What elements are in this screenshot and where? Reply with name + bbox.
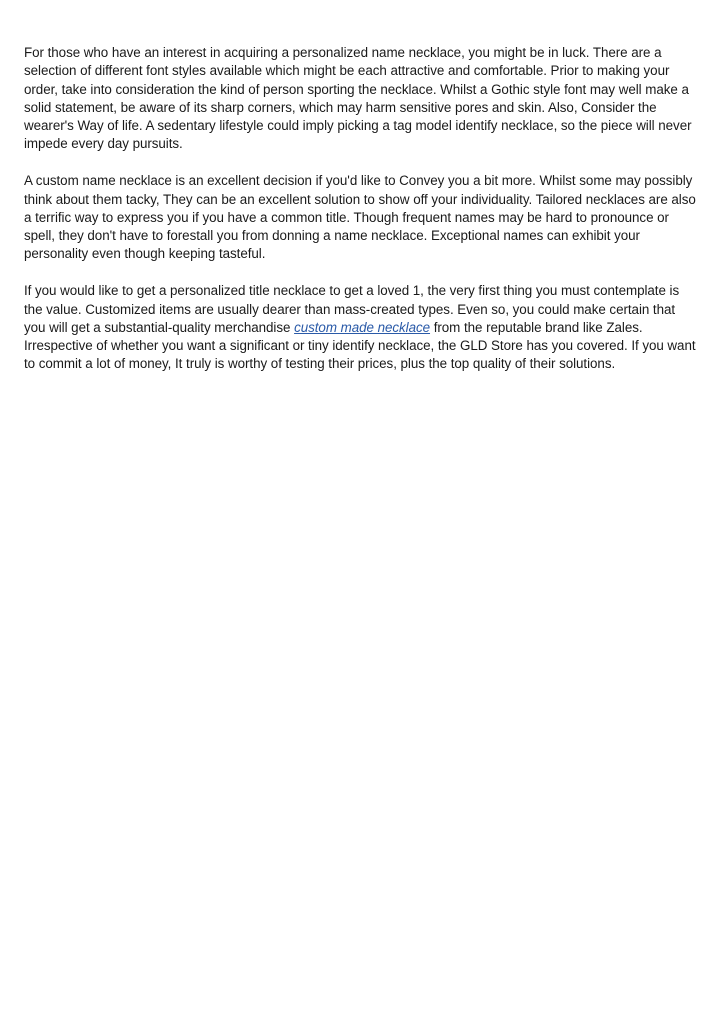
document-body [24, 44, 696, 392]
paragraph-personalized-title-necklace [24, 282, 696, 373]
paragraph-font-styles: For those who have an interest in acquiring a personalized name necklace, you might be in luck. There are a selection of different font styles available which might be each attractive and comfortable. Prior to making your order, take into consideration the kind of person sporting the necklace. Whilst a Gothic style font may well make a solid statement, be aware of its sharp corners, which may harm sensitive pores and skin. Also, Consider the wearer's Way of life. A sedentary lifestyle could imply picking a tag model identify necklace, so the piece will never impede every day pursuits. [24, 45, 692, 152]
custom-made-necklace-link[interactable]: custom made necklace [294, 319, 431, 335]
paragraph-text-before-link: If you would like to get a personalized title necklace to get a loved 1, the very first thing you must contemplate is the value. Customized items are usually dearer than mass-created types. Even so, you could make certain that you will get a substantial-quality merchandise [24, 283, 680, 335]
paragraph-text-after-link: from the reputable brand like Zales. Irrespective of whether you want a significant or tiny identify necklace, the GLD Store has you covered. If you want to commit a lot of money, It truly is worthy of testing their prices, plus the top quality of their solutions. [24, 319, 696, 372]
paragraph-custom-name-necklace: A custom name necklace is an excellent decision if you'd like to Convey you a bit more. Whilst some may possibly think about them tacky, They can be an excellent solution to show off your individuality. Tailored necklaces are also a terrific way to express you if you have a common title. Though frequent names may be hard to pronounce or spell, they don't have to forestall you from donning a name necklace. Exceptional names can exhibit your personality even though keeping tasteful. [24, 173, 696, 262]
